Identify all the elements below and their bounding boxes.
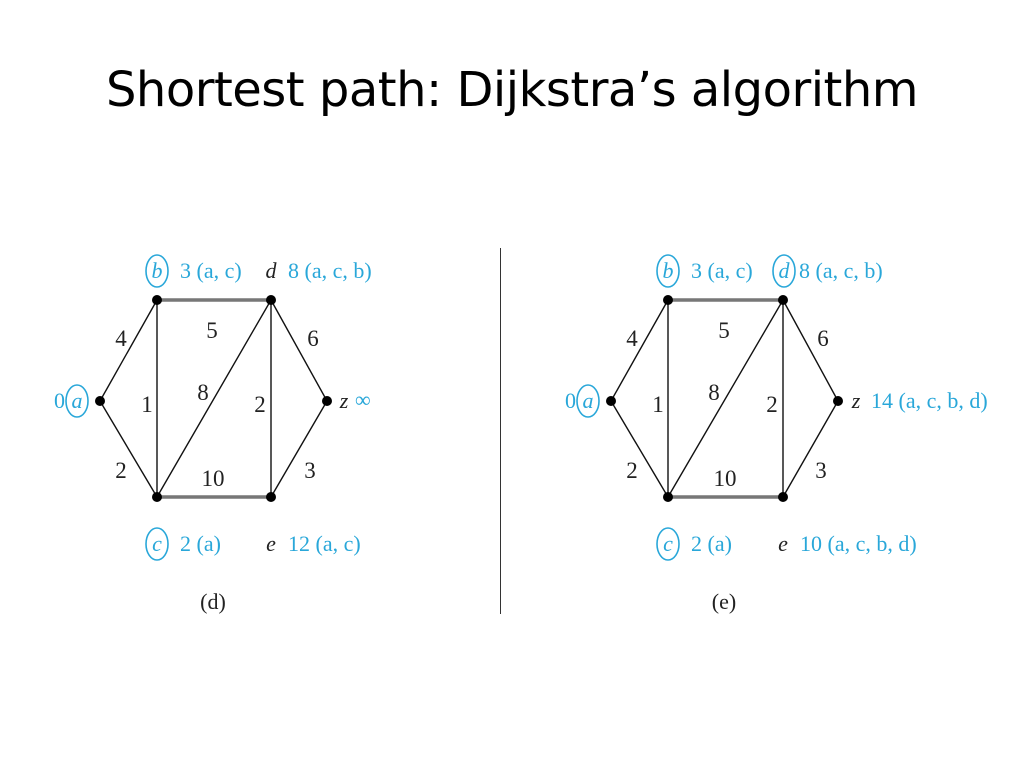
vertex-e	[266, 492, 276, 502]
weight-ab: 4	[115, 326, 127, 351]
edge-ez	[783, 401, 838, 497]
vertex-b-label: 3 (a, c)	[691, 258, 753, 283]
weight-ab: 4	[626, 326, 638, 351]
weight-de: 2	[766, 392, 778, 417]
weight-bc: 1	[652, 392, 664, 417]
vertex-b	[663, 295, 673, 305]
weight-dz: 6	[817, 326, 829, 351]
vertex-d-label: 8 (a, c, b)	[288, 258, 372, 283]
vertex-a	[606, 396, 616, 406]
vertex-e	[778, 492, 788, 502]
edge-ez	[271, 401, 327, 497]
vertex-a-name: a	[71, 388, 83, 413]
divider-line	[500, 248, 501, 614]
graph-d-caption: (d)	[200, 589, 226, 614]
weight-cd: 8	[708, 380, 720, 405]
weight-ce: 10	[713, 466, 737, 491]
vertex-e-label: 12 (a, c)	[288, 531, 361, 556]
vertex-e-name: e	[266, 531, 276, 556]
edge-dz	[783, 300, 838, 401]
vertex-a-label: 0	[565, 388, 576, 413]
vertex-z	[833, 396, 843, 406]
graph-e	[510, 0, 1024, 700]
vertex-d-label: 8 (a, c, b)	[799, 258, 883, 283]
vertex-z-label: 14 (a, c, b, d)	[871, 388, 988, 413]
vertex-c-name: c	[663, 531, 673, 556]
vertex-e-label: 10 (a, c, b, d)	[800, 531, 917, 556]
vertex-b-label: 3 (a, c)	[180, 258, 242, 283]
weight-ac: 2	[626, 458, 638, 483]
vertex-a	[95, 396, 105, 406]
weight-bc: 1	[141, 392, 153, 417]
vertex-b	[152, 295, 162, 305]
weight-bd: 5	[206, 318, 218, 343]
vertex-z-label: ∞	[355, 387, 371, 412]
vertex-b-name: b	[662, 258, 674, 283]
vertex-c	[152, 492, 162, 502]
slide-title: Shortest path: Dijkstra’s algorithm	[105, 62, 919, 118]
weight-ez: 3	[815, 458, 827, 483]
vertex-c-label: 2 (a)	[691, 531, 732, 556]
weight-bd: 5	[718, 318, 730, 343]
vertex-b-name: b	[151, 258, 163, 283]
vertex-d-name: d	[265, 258, 277, 283]
graph-d	[0, 0, 500, 700]
vertex-c-name: c	[152, 531, 162, 556]
weight-ce: 10	[201, 466, 225, 491]
vertex-z	[322, 396, 332, 406]
weight-dz: 6	[307, 326, 319, 351]
vertex-d-name: d	[778, 258, 790, 283]
vertex-c-label: 2 (a)	[180, 531, 221, 556]
vertex-z-name: z	[339, 388, 349, 413]
vertex-d	[778, 295, 788, 305]
vertex-e-name: e	[778, 531, 788, 556]
graph-e-caption: (e)	[711, 589, 737, 614]
weight-ac: 2	[115, 458, 127, 483]
vertex-a-name: a	[582, 388, 594, 413]
weight-cd: 8	[197, 380, 209, 405]
vertex-c	[663, 492, 673, 502]
weight-de: 2	[254, 392, 266, 417]
weight-ez: 3	[304, 458, 316, 483]
vertex-a-label: 0	[54, 388, 65, 413]
edge-ab	[611, 300, 668, 401]
vertex-z-name: z	[851, 388, 861, 413]
edge-ab	[100, 300, 157, 401]
vertex-d	[266, 295, 276, 305]
